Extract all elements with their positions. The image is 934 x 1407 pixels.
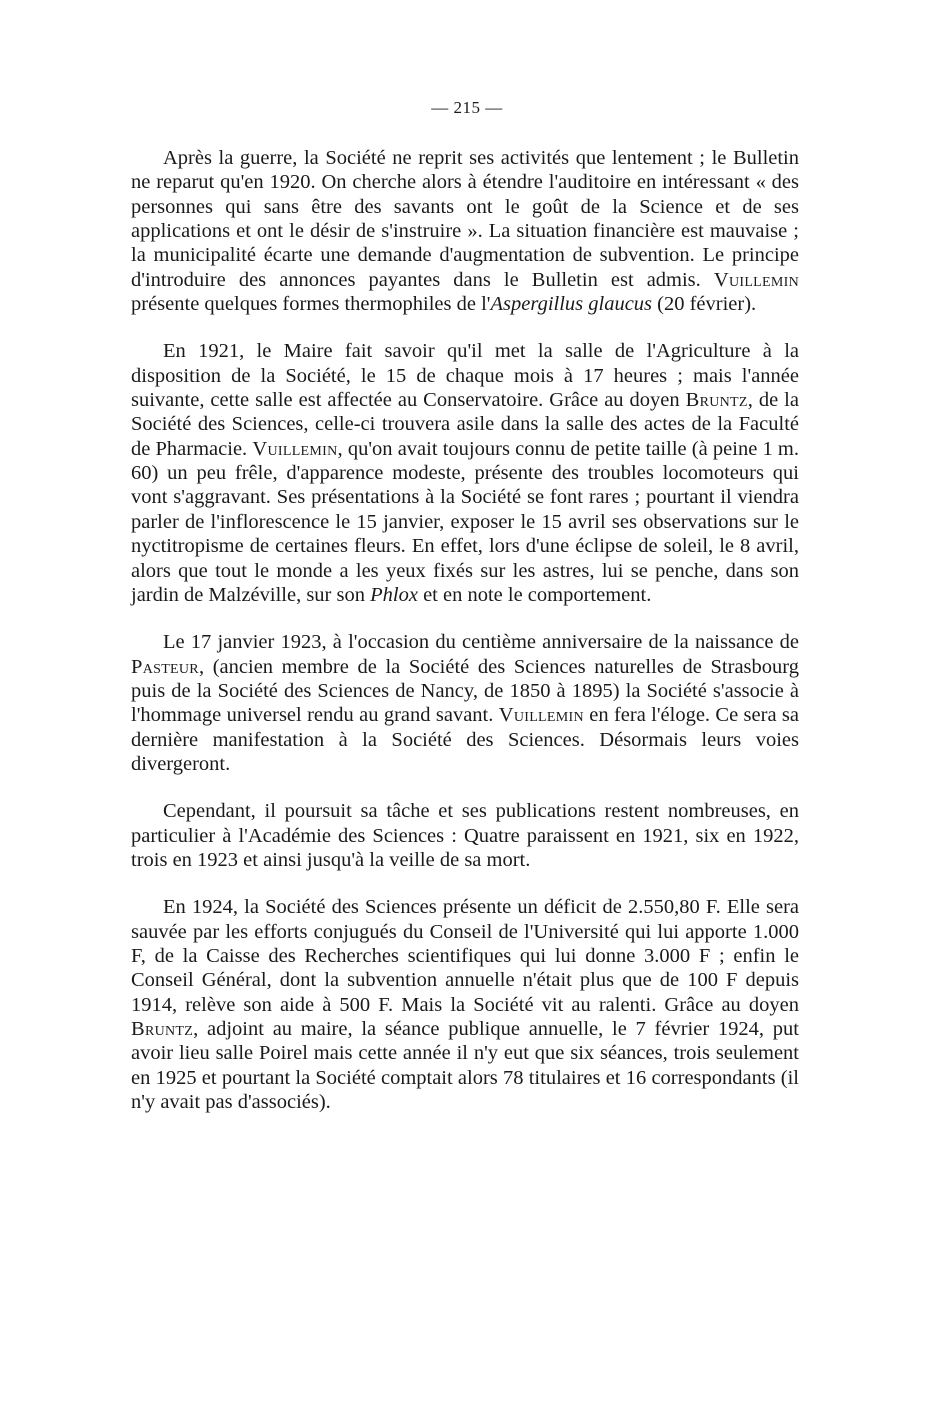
text-segment: , de la Société des Sciences, celle-ci trouvera asile dans la salle des actes de la Faculté de Pharmacie. xyxy=(131,389,799,460)
page-number: — 215 — xyxy=(431,98,503,117)
name-smallcaps: Pasteur xyxy=(131,655,199,678)
text-segment: en fera l'éloge. Ce sera sa dernière manifestation à la Société des Sciences. Désormais leurs voies divergeront. xyxy=(131,704,799,775)
text-segment: présente quelques formes thermophiles de l' xyxy=(131,293,491,316)
paragraph xyxy=(131,799,799,872)
name-smallcaps: Bruntz xyxy=(685,389,748,412)
text-segment: Le 17 janvier 1923, à l'occasion du centième anniversaire de la naissance de xyxy=(163,631,799,654)
name-smallcaps: Vuillemin xyxy=(713,268,799,291)
text-segment: Après la guerre, la Société ne reprit ses activités que lentement ; le Bulletin ne reparut qu'en 1920. On cherche alors à étendre l'auditoire en intéressant « des personnes qui sans être des savants ont le goût de la Science et de ses applications et ont le désir de s'instruire ». La situation financière est mauvaise ; la municipalité écarte une demande d'augmentation de subvention. Le principe d'introduire des annonces payantes dans le Bulletin est admis. xyxy=(131,147,799,291)
name-smallcaps: Bruntz xyxy=(131,1018,194,1040)
text-segment: , adjoint au maire, la séance publique annuelle, le 7 février 1924, put avoir lieu salle Poirel mais cette année il n'y eut que six séances, trois seulement en 1925 et pourtant la Société comptait alors 78 titulaires et 16 correspondants (il n'y avait pas d'associés). xyxy=(131,1018,799,1114)
italic-term: Aspergillus glaucus xyxy=(490,293,653,316)
name-smallcaps: Vuillemin xyxy=(252,437,338,460)
text-segment: et en note le comportement. xyxy=(417,583,652,606)
text-segment: (20 février). xyxy=(652,293,757,316)
text-segment: En 1924, la Société des Sciences présente un déficit de 2.550,80 F. Elle sera sauvée par les efforts conjugués du Conseil de l'Université qui lui apporte 1.000 F, de la Caisse des Recherches scientifiques qui lui donne 3.000 F ; enfin le Conseil Général, dont la subvention annuelle n'était plus que de 100 F depuis 1914, relève son aide à 500 F. Mais la Société vit au ralenti. Grâce au doyen xyxy=(131,896,799,1016)
paragraph xyxy=(131,895,799,1114)
text-segment: , qu'on avait toujours connu de petite taille (à peine 1 m. 60) un peu frêle, d'apparence modeste, présente des troubles locomoteurs qui vont s'aggravant. Ses présentations à la Société se font rares ; pourtant il viendra parler de l'inflorescence le 15 janvier, exposer le 15 avril ses observations sur le nyctitropisme de certaines fleurs. En effet, lors d'une éclipse de soleil, le 8 avril, alors que tout le monde a les yeux fixés sur les astres, lui se penche, dans son jardin de Malzéville, sur son xyxy=(131,437,799,606)
paragraph xyxy=(131,339,799,607)
body-text xyxy=(131,146,799,1137)
paragraph xyxy=(131,146,799,316)
text-segment: En 1921, le Maire fait savoir qu'il met la salle de l'Agriculture à la disposition de la Société, le 15 de chaque mois à 17 heures ; mais l'année suivante, cette salle est affectée au Conservatoire. Grâce au doyen xyxy=(131,340,799,412)
text-segment: Cependant, il poursuit sa tâche et ses publications restent nombreuses, en particulier à l'Académie des Sciences : Quatre paraissent en 1921, six en 1922, trois en 1923 et ainsi jusqu'à la veille de sa mort. xyxy=(131,800,799,871)
name-smallcaps: Vuillemin xyxy=(498,704,584,727)
paragraph xyxy=(131,630,799,776)
text-segment: , (ancien membre de la Société des Sciences naturelles de Strasbourg puis de la Société des Sciences de Nancy, de 1850 à 1895) la Société s'associe à l'hommage universel rendu au grand savant. xyxy=(131,655,799,727)
italic-term: Phlox xyxy=(370,583,418,606)
